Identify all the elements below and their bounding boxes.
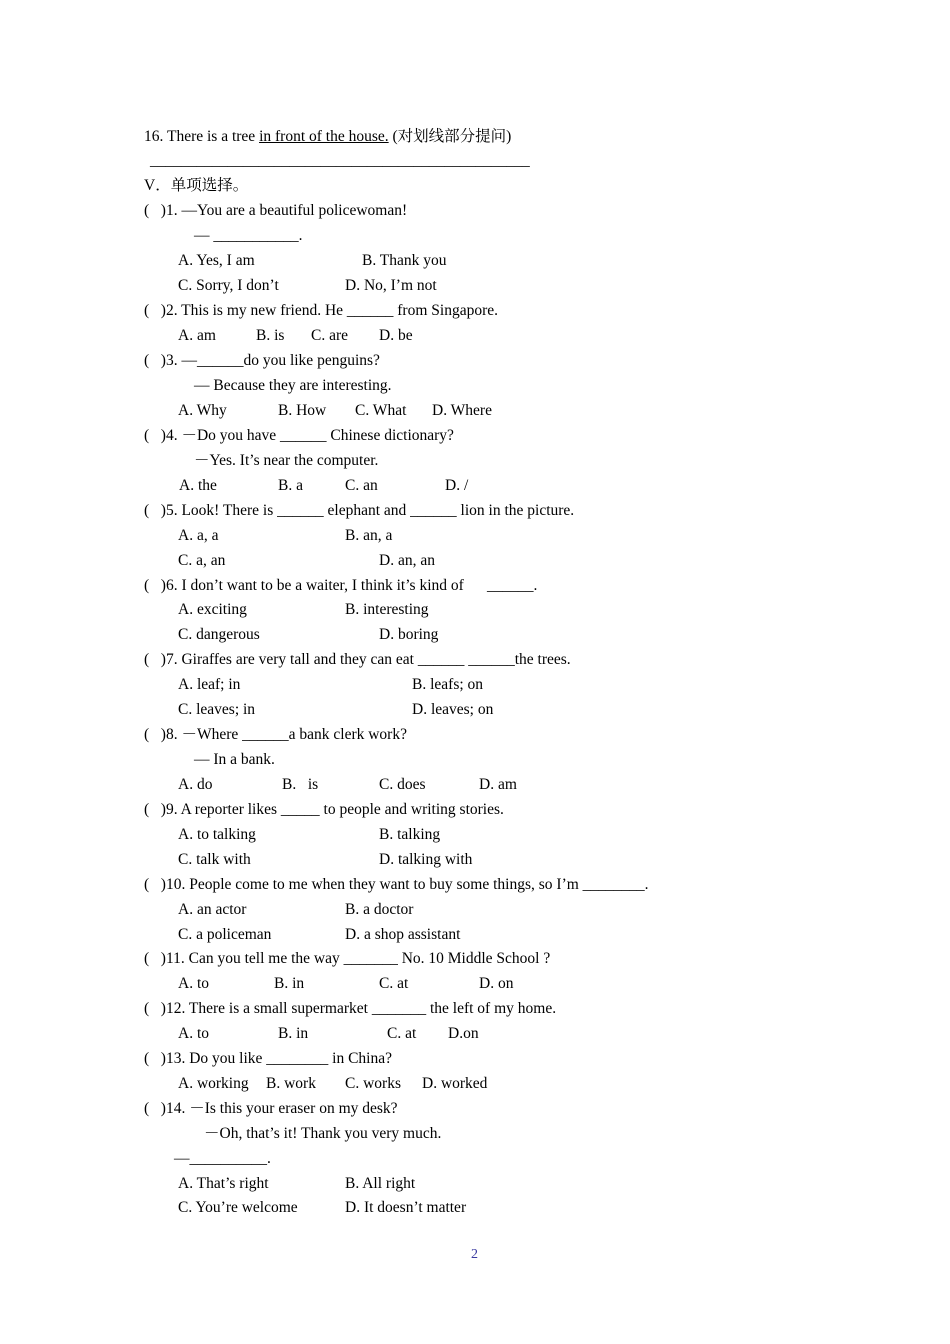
question-11-option-a: A. to — [178, 975, 209, 992]
question-14-option-d: D. It doesn’t matter — [345, 1199, 467, 1216]
question-14-option-c: C. You’re welcome — [178, 1199, 298, 1216]
question-6-option-b: B. interesting — [345, 601, 429, 618]
question-6-option-d: D. boring — [379, 626, 439, 643]
question-1-option-d: D. No, I’m not — [345, 277, 437, 294]
question-14-reply: －Oh, that’s it! Thank you very much. — [204, 1125, 442, 1142]
question-6-option-c: C. dangerous — [178, 626, 260, 643]
question-4-option-c: C. an — [345, 477, 378, 494]
question-1-option-b: B. Thank you — [362, 252, 447, 269]
question-2-option-a: A. am — [178, 327, 216, 344]
question-9-option-d: D. talking with — [379, 851, 473, 868]
question-4-option-b: B. a — [278, 477, 303, 494]
question-13-option-c: C. works — [345, 1075, 401, 1092]
question-14-option-a: A. That’s right — [178, 1175, 269, 1192]
question-1-option-a: A. Yes, I am — [178, 252, 255, 269]
question-4-option-a: A. the — [179, 477, 217, 494]
question-1-reply: — ___________. — [194, 227, 303, 244]
question-11-option-c: C. at — [379, 975, 409, 992]
question-8-option-d: D. am — [479, 776, 517, 793]
section-title: V．单项选择。 — [144, 177, 249, 194]
question-7-option-a: A. leaf; in — [178, 676, 241, 693]
q16-prefix: 16. There is a tree — [144, 128, 260, 145]
question-14-option-b: B. All right — [345, 1175, 416, 1192]
question-9-option-b: B. talking — [379, 826, 441, 843]
question-8-option-c: C. does — [379, 776, 426, 793]
question-5-option-b: B. an, a — [345, 527, 393, 544]
question-13-option-b: B. work — [266, 1075, 316, 1092]
question-10-option-d: D. a shop assistant — [345, 926, 461, 943]
question-8-stem: ( )8. －Where ______a bank clerk work? — [144, 726, 407, 743]
question-11-stem: ( )11. Can you tell me the way _______ No. 10 Middle School ? — [144, 950, 551, 967]
question-14-reply-2: —__________. — [174, 1150, 271, 1167]
question-3-option-b: B. How — [278, 402, 327, 419]
question-5-option-d: D. an, an — [379, 552, 435, 569]
question-7-option-b: B. leafs; on — [412, 676, 484, 693]
question-6-option-a: A. exciting — [178, 601, 247, 618]
question-9-option-a: A. to talking — [178, 826, 256, 843]
question-4-reply: －Yes. It’s near the computer. — [194, 452, 379, 469]
question-3-option-c: C. What — [355, 402, 407, 419]
question-10-option-c: C. a policeman — [178, 926, 272, 943]
question-8-reply: — In a bank. — [194, 751, 275, 768]
question-2-stem: ( )2. This is my new friend. He ______ from Singapore. — [144, 302, 499, 319]
question-10-stem: ( )10. People come to me when they want to buy some things, so I’m ________. — [144, 876, 649, 893]
question-3-option-a: A. Why — [178, 402, 227, 419]
question-9-stem: ( )9. A reporter likes _____ to people and writing stories. — [144, 801, 504, 818]
question-12-stem: ( )12. There is a small supermarket _______ the left of my home. — [144, 1000, 557, 1017]
question-12-option-b: B. in — [278, 1025, 309, 1042]
question-4-option-d: D. / — [445, 477, 469, 494]
question-8-option-b: B. is — [282, 776, 319, 793]
question-6-stem: ( )6. I don’t want to be a waiter, I think it’s kind of ______. — [144, 577, 538, 594]
question-3-stem: ( )3. —______do you like penguins? — [144, 352, 380, 369]
question-10-option-b: B. a doctor — [345, 901, 414, 918]
question-5-option-a: A. a, a — [178, 527, 219, 544]
question-10-option-a: A. an actor — [178, 901, 247, 918]
q16-answer-line: _________________________________________________ — [150, 152, 530, 169]
question-5-stem: ( )5. Look! There is ______ elephant and ______ lion in the picture. — [144, 502, 575, 519]
question-14-stem: ( )14. －Is this your eraser on my desk? — [144, 1100, 398, 1117]
question-3-option-d: D. Where — [432, 402, 492, 419]
page-number: 2 — [471, 1247, 478, 1262]
question-2-option-b: B. is — [256, 327, 285, 344]
q16-underlined: in front of the house. — [259, 128, 389, 145]
question-13-stem: ( )13. Do you like ________ in China? — [144, 1050, 392, 1067]
question-7-option-d: D. leaves; on — [412, 701, 494, 718]
question-9-option-c: C. talk with — [178, 851, 251, 868]
question-11-option-b: B. in — [274, 975, 305, 992]
question-1-stem: ( )1. —You are a beautiful policewoman! — [144, 202, 408, 219]
question-13-option-d: D. worked — [422, 1075, 488, 1092]
question-2-option-c: C. are — [311, 327, 349, 344]
question-11-option-d: D. on — [479, 975, 514, 992]
q16-suffix: (对划线部分提问) — [388, 128, 512, 145]
question-13-option-a: A. working — [178, 1075, 249, 1092]
question-3-reply: — Because they are interesting. — [194, 377, 392, 394]
q16-line — [144, 127, 511, 147]
question-7-stem: ( )7. Giraffes are very tall and they can eat ______ ______the trees. — [144, 651, 571, 668]
question-4-stem: ( )4. －Do you have ______ Chinese dictionary? — [144, 427, 454, 444]
question-8-option-a: A. do — [178, 776, 213, 793]
question-12-option-a: A. to — [178, 1025, 209, 1042]
question-7-option-c: C. leaves; in — [178, 701, 256, 718]
question-2-option-d: D. be — [379, 327, 413, 344]
question-12-option-c: C. at — [387, 1025, 417, 1042]
question-5-option-c: C. a, an — [178, 552, 226, 569]
question-12-option-d: D.on — [448, 1025, 479, 1042]
question-1-option-c: C. Sorry, I don’t — [178, 277, 279, 294]
